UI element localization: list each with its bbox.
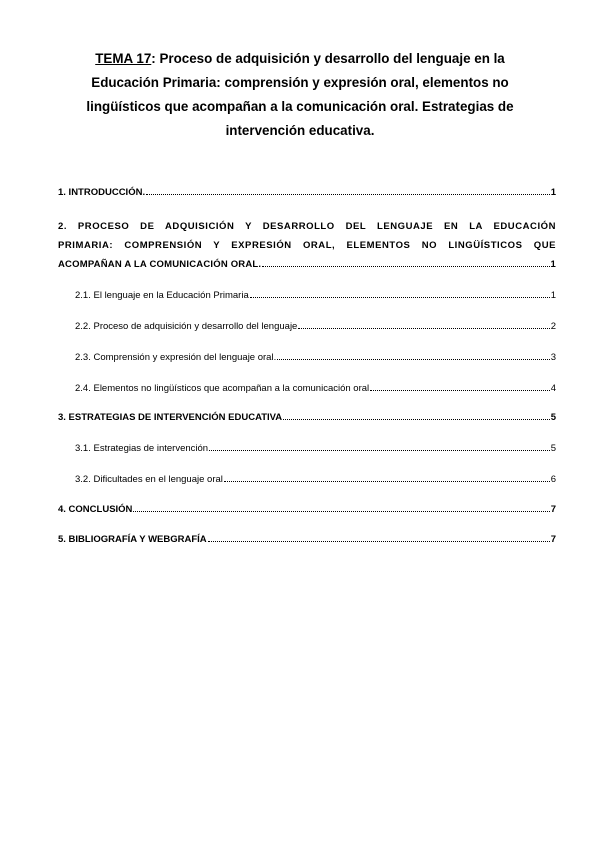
toc-entry-label: 2.3. Comprensión y expresión del lenguaje oral. [75,352,277,363]
toc-entry-introduccion[interactable] [58,185,556,200]
toc-entry-page: 3 [550,352,556,363]
document-title [70,47,530,143]
toc-entry-page: 4 [550,383,556,394]
toc-entry-label: 3.1. Estrategias de intervención [75,443,209,454]
toc-entry-label: 3. ESTRATEGIAS DE INTERVENCIÓN EDUCATIVA [58,412,283,423]
toc-entry-page: 1 [550,259,556,270]
toc-entry-label: 5. BIBLIOGRAFÍA Y WEBGRAFÍA [58,534,207,545]
toc-entry-label: 3.2. Dificultades en el lenguaje oral [75,474,223,485]
dot-leader [133,502,549,512]
toc-entry-page: 1 [550,290,556,301]
toc-entry-page: 1 [550,187,556,198]
dot-leader [283,410,550,420]
toc-entry-page: 5 [550,443,556,454]
toc-entry-3-1[interactable] [58,441,556,456]
toc-entry-page: 5 [550,412,556,423]
toc-entry-page: 6 [550,474,556,485]
toc-entry-section-4[interactable] [58,502,556,517]
toc-entry-2-2[interactable] [58,319,556,334]
toc-entry-label: 1. INTRODUCCIÓN. [58,187,146,198]
dot-leader [146,185,550,195]
dot-leader [262,257,549,267]
toc-entry-section-5[interactable] [58,532,556,547]
table-of-contents [58,185,556,547]
toc-entry-2-1[interactable] [58,288,556,303]
toc-entry-label: ACOMPAÑAN A LA COMUNICACIÓN ORAL. [58,259,262,270]
dot-leader [370,381,550,391]
dot-leader [250,288,550,298]
toc-entry-page: 2 [550,321,556,332]
dot-leader [298,319,549,329]
toc-entry-section-2[interactable] [58,217,556,274]
toc-entry-label: 2.4. Elementos no lingüísticos que acompañan a la comunicación oral [75,383,370,394]
tema-label: TEMA 17 [95,51,152,66]
dot-leader [277,350,550,360]
toc-entry-2-4[interactable] [58,381,556,396]
toc-entry-label: 2.2. Proceso de adquisición y desarrollo del lenguaje [75,321,298,332]
toc-entry-label: 2.1. El lenguaje en la Educación Primaria [75,290,249,301]
toc-entry-last-line [58,255,556,274]
dot-leader [209,441,550,451]
toc-entry-2-3[interactable] [58,350,556,365]
toc-entry-3-2[interactable] [58,472,556,487]
title-text: Proceso de adquisición y desarrollo del lenguaje en la Educación Primaria: comprensión y expresión oral, elementos no lingüísticos que acompañan a la comunicación oral. Estrategias de intervención educativa. [86,51,514,138]
title-colon: : [151,51,156,66]
toc-entry-page: 7 [550,504,556,515]
dot-leader [208,532,550,542]
dot-leader [224,472,550,482]
toc-entry-label: 4. CONCLUSIÓN [58,504,133,515]
toc-entry-line: 2. PROCESO DE ADQUISICIÓN Y DESARROLLO DEL LENGUAJE EN LA EDUCACIÓN [58,221,556,232]
toc-entry-line: PRIMARIA: COMPRENSIÓN Y EXPRESIÓN ORAL, ELEMENTOS NO LINGÜÍSTICOS QUE [58,240,556,251]
toc-entry-page: 7 [550,534,556,545]
toc-entry-section-3[interactable] [58,410,556,425]
